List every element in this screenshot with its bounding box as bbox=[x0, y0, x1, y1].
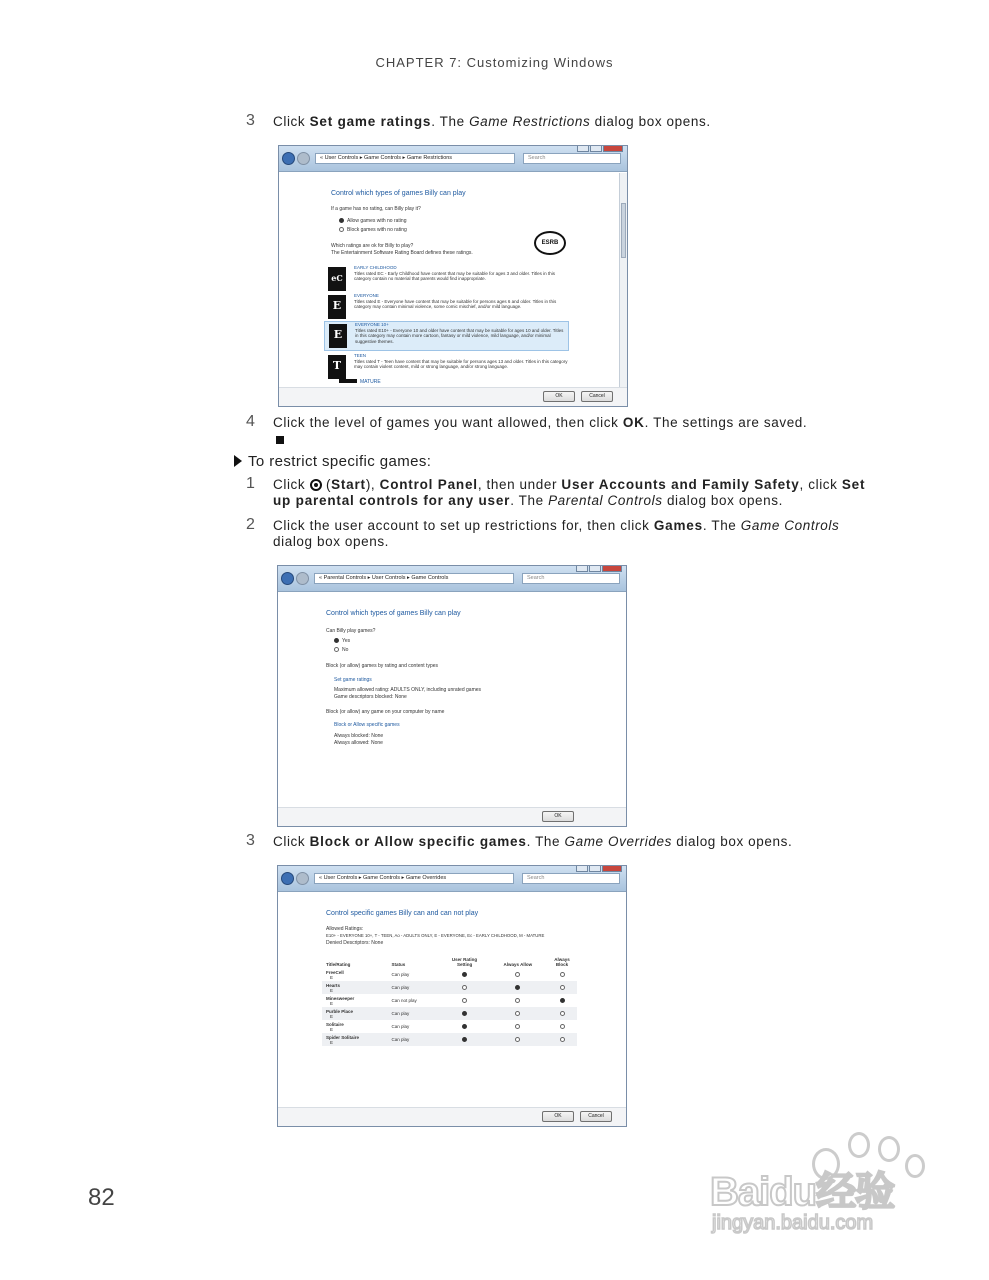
arrow-right-icon bbox=[234, 455, 242, 467]
override-radio-cell bbox=[441, 981, 489, 994]
dialog-title: Control which types of games Billy can play bbox=[326, 610, 461, 617]
override-radio-cell bbox=[441, 1033, 489, 1046]
radio-icon bbox=[515, 972, 520, 977]
game-title-cell: Spider Solitaire E bbox=[322, 1033, 387, 1046]
override-radio-cell bbox=[547, 968, 577, 981]
status-cell: Can play bbox=[391, 1024, 410, 1029]
denied-descriptors: Denied Descriptors: None bbox=[326, 940, 384, 946]
override-radio-cell bbox=[441, 1007, 489, 1020]
rating-early-childhood: eC EARLY CHILDHOOD Titles rated EC - Early Childhood have content that may be suitable for ages 3 and older. Titles in this category contain no material that parents would find inappropriate. bbox=[324, 265, 569, 291]
ratings-question: Which ratings are ok for Billy to play? bbox=[331, 243, 414, 249]
address-bar: « Parental Controls ▸ User Controls ▸ Game Controls bbox=[314, 573, 514, 584]
rating-mature: MATURE bbox=[339, 379, 381, 385]
title-bar bbox=[278, 866, 626, 892]
override-radio-cell bbox=[489, 981, 547, 994]
step-open-game-controls bbox=[246, 518, 871, 550]
override-radio-cell bbox=[489, 1033, 547, 1046]
step-text: Click (Start), Control Panel, then under User Accounts and Family Safety, click Set up parental controls for any user. The Parental Controls dialog box opens. bbox=[273, 477, 866, 508]
radio-icon bbox=[462, 985, 467, 990]
forward-arrow-icon bbox=[297, 152, 310, 165]
override-radio-cell bbox=[547, 994, 577, 1007]
column-header: Title/Rating bbox=[326, 962, 351, 967]
rating-badge: E bbox=[329, 324, 347, 348]
status-cell: Can play bbox=[387, 1007, 440, 1020]
radio-icon bbox=[334, 647, 339, 652]
override-radio-cell bbox=[547, 1007, 577, 1020]
block-by-name-heading: Block (or allow) any game on your computer by name bbox=[326, 709, 445, 715]
close-icon bbox=[603, 145, 623, 152]
radio-icon bbox=[515, 1024, 520, 1029]
table-header-row bbox=[322, 956, 577, 968]
rating-badge: T bbox=[328, 355, 346, 379]
play-question: Can Billy play games? bbox=[326, 628, 376, 634]
step-text: Click the level of games you want allowed, then click OK. The settings are saved. bbox=[273, 415, 808, 430]
radio-icon bbox=[515, 1037, 520, 1042]
step-number: 3 bbox=[246, 832, 256, 849]
esrb-logo: ESRB bbox=[534, 231, 566, 255]
game-title-cell: Purble Place E bbox=[322, 1007, 387, 1020]
override-radio-cell bbox=[547, 1033, 577, 1046]
status-cell: Can play bbox=[391, 972, 410, 977]
rating-everyone: E EVERYONE Titles rated E - Everyone have content that may be suitable for persons ages 6 and older. Titles in this category may contain minimal violence, some comic mischief, and/or mild language. bbox=[324, 293, 569, 321]
back-arrow-icon bbox=[281, 872, 294, 885]
block-unrated-option: Block games with no rating bbox=[339, 227, 407, 233]
override-radio-cell bbox=[489, 994, 547, 1007]
radio-icon bbox=[515, 998, 520, 1003]
override-radio-cell bbox=[441, 968, 489, 981]
back-arrow-icon bbox=[281, 572, 294, 585]
always-allowed-value: Always allowed: None bbox=[334, 740, 383, 746]
cancel-button: Cancel bbox=[581, 391, 613, 402]
baidu-watermark bbox=[700, 1130, 940, 1240]
radio-icon bbox=[560, 972, 565, 977]
radio-icon bbox=[462, 972, 467, 977]
esrb-note: The Entertainment Software Rating Board defines these ratings. bbox=[331, 250, 473, 256]
minimize-icon bbox=[576, 865, 588, 872]
radio-icon bbox=[515, 985, 520, 990]
step-click-ok bbox=[246, 415, 871, 431]
window-controls bbox=[576, 865, 622, 872]
radio-icon bbox=[334, 638, 339, 643]
search-box: Search bbox=[522, 873, 620, 884]
radio-icon bbox=[560, 998, 565, 1003]
set-game-ratings-link: Set game ratings bbox=[334, 677, 372, 683]
status-cell: Can play bbox=[387, 1033, 440, 1046]
title-bar bbox=[278, 566, 626, 592]
step-number: 1 bbox=[246, 475, 256, 492]
status-cell: Can play bbox=[387, 981, 440, 994]
table-row bbox=[322, 1007, 577, 1020]
game-overrides-table bbox=[322, 956, 577, 1046]
allowed-ratings-value: E10+ - EVERYONE 10+, T - TEEN, Ao - ADULTS ONLY, E - EVERYONE, Ec - EARLY CHILDHOOD, M - MATURE bbox=[326, 933, 545, 938]
minimize-icon bbox=[577, 145, 589, 152]
step-number: 3 bbox=[246, 112, 256, 129]
forward-arrow-icon bbox=[296, 572, 309, 585]
column-header: Always Allow bbox=[503, 962, 533, 967]
address-bar: « User Controls ▸ Game Controls ▸ Game Restrictions bbox=[315, 153, 515, 164]
max-rating-value: Maximum allowed rating: ADULTS ONLY, including unrated games bbox=[334, 687, 482, 693]
override-radio-cell bbox=[441, 1020, 489, 1033]
block-by-rating-heading: Block (or allow) games by rating and content types bbox=[326, 663, 438, 669]
radio-icon bbox=[560, 1024, 565, 1029]
dialog-title: Control specific games Billy can and can not play bbox=[326, 910, 479, 917]
rating-everyone-10: E EVERYONE 10+ Titles rated E10+ - Everyone 10 and older have content that may be suitable for ages 10 and older. Titles in this category may contain more cartoon, fantasy or mild violence, mild language, and/or minimal suggestive themes. bbox=[324, 321, 569, 351]
dialog-footer bbox=[278, 807, 626, 826]
title-bar bbox=[279, 146, 627, 172]
radio-icon bbox=[339, 218, 344, 223]
ok-button: OK bbox=[542, 1111, 574, 1122]
table-row bbox=[322, 1033, 577, 1046]
always-blocked-value: Always blocked: None bbox=[334, 733, 384, 739]
radio-icon bbox=[515, 1011, 520, 1016]
radio-icon bbox=[462, 1024, 467, 1029]
radio-icon bbox=[462, 998, 467, 1003]
game-controls-screenshot bbox=[277, 565, 627, 827]
block-allow-specific-link: Block or Allow specific games bbox=[334, 722, 400, 728]
yes-option: Yes bbox=[334, 638, 350, 644]
game-title-cell: Minesweeper E bbox=[326, 995, 355, 1006]
end-of-procedure-icon bbox=[276, 436, 284, 444]
step-number: 2 bbox=[246, 516, 256, 533]
game-overrides-screenshot bbox=[277, 865, 627, 1127]
page-number: 82 bbox=[88, 1184, 115, 1211]
override-radio-cell bbox=[547, 1020, 577, 1033]
rating-badge: eC bbox=[328, 267, 346, 291]
search-box: Search bbox=[522, 573, 620, 584]
no-option: No bbox=[334, 647, 348, 653]
override-radio-cell bbox=[489, 968, 547, 981]
column-header: Always Block bbox=[554, 957, 570, 967]
maximize-icon bbox=[590, 145, 602, 152]
paw-icon bbox=[848, 1132, 870, 1158]
radio-icon bbox=[462, 1037, 467, 1042]
radio-icon bbox=[339, 227, 344, 232]
minimize-icon bbox=[576, 565, 588, 572]
scrollbar bbox=[619, 173, 627, 387]
column-header: User Rating Setting bbox=[451, 957, 478, 967]
override-radio-cell bbox=[489, 1020, 547, 1033]
allow-unrated-option: Allow games with no rating bbox=[339, 218, 406, 224]
watermark-url: jingyan.baidu.com bbox=[712, 1212, 874, 1234]
game-title-cell: Hearts E bbox=[322, 981, 387, 994]
back-arrow-icon bbox=[282, 152, 295, 165]
dialog-title: Control which types of games Billy can play bbox=[331, 190, 466, 197]
no-rating-question: If a game has no rating, can Billy play it? bbox=[331, 206, 421, 212]
step-text: Click Block or Allow specific games. The Game Overrides dialog box opens. bbox=[273, 834, 793, 849]
allowed-ratings-label: Allowed Ratings: bbox=[326, 926, 364, 932]
table-row bbox=[322, 968, 577, 981]
rating-badge: E bbox=[328, 295, 346, 319]
override-radio-cell bbox=[441, 994, 489, 1007]
forward-arrow-icon bbox=[296, 872, 309, 885]
step-open-parental-controls bbox=[246, 477, 871, 509]
start-icon bbox=[310, 479, 322, 491]
game-title-cell: FreeCell E bbox=[326, 969, 344, 980]
status-cell: Can not play bbox=[391, 998, 417, 1003]
maximize-icon bbox=[589, 865, 601, 872]
step-set-game-ratings bbox=[246, 114, 871, 130]
paw-icon bbox=[878, 1136, 900, 1162]
close-icon bbox=[602, 565, 622, 572]
radio-icon bbox=[560, 1011, 565, 1016]
override-radio-cell bbox=[547, 981, 577, 994]
ok-button: OK bbox=[542, 811, 574, 822]
override-radio-cell bbox=[489, 1007, 547, 1020]
section-heading: To restrict specific games: bbox=[234, 453, 431, 470]
radio-icon bbox=[462, 1011, 467, 1016]
search-box: Search bbox=[523, 153, 621, 164]
column-header: Status bbox=[391, 962, 406, 967]
dialog-footer bbox=[279, 387, 627, 406]
step-text: Click the user account to set up restrictions for, then click Games. The Game Controls dialog box opens. bbox=[273, 518, 840, 549]
dialog-footer bbox=[278, 1107, 626, 1126]
chapter-header: CHAPTER 7: Customizing Windows bbox=[375, 55, 614, 70]
ok-button: OK bbox=[543, 391, 575, 402]
game-title-cell: Solitaire E bbox=[326, 1021, 344, 1032]
paw-icon bbox=[905, 1154, 925, 1178]
table-row bbox=[322, 1020, 577, 1033]
cancel-button: Cancel bbox=[580, 1111, 612, 1122]
watermark-logo-text: Baidu经验 bbox=[710, 1170, 895, 1214]
address-bar: « User Controls ▸ Game Controls ▸ Game Overrides bbox=[314, 873, 514, 884]
window-controls bbox=[577, 145, 623, 152]
game-restrictions-screenshot bbox=[278, 145, 628, 407]
table-row bbox=[322, 981, 577, 994]
step-number: 4 bbox=[246, 413, 256, 430]
table-row bbox=[322, 994, 577, 1007]
step-block-allow-specific bbox=[246, 834, 871, 850]
rating-teen: T TEEN Titles rated T - Teen have content that may be suitable for persons ages 13 and older. Titles in this category may contain violent content, mild or strong language, and/or strong language. bbox=[324, 353, 569, 379]
window-controls bbox=[576, 565, 622, 572]
radio-icon bbox=[560, 985, 565, 990]
radio-icon bbox=[560, 1037, 565, 1042]
step-text: Click Set game ratings. The Game Restrictions dialog box opens. bbox=[273, 114, 711, 129]
mature-badge-icon bbox=[339, 379, 357, 383]
descriptors-blocked-value: Game descriptors blocked: None bbox=[334, 694, 407, 700]
maximize-icon bbox=[589, 565, 601, 572]
close-icon bbox=[602, 865, 622, 872]
